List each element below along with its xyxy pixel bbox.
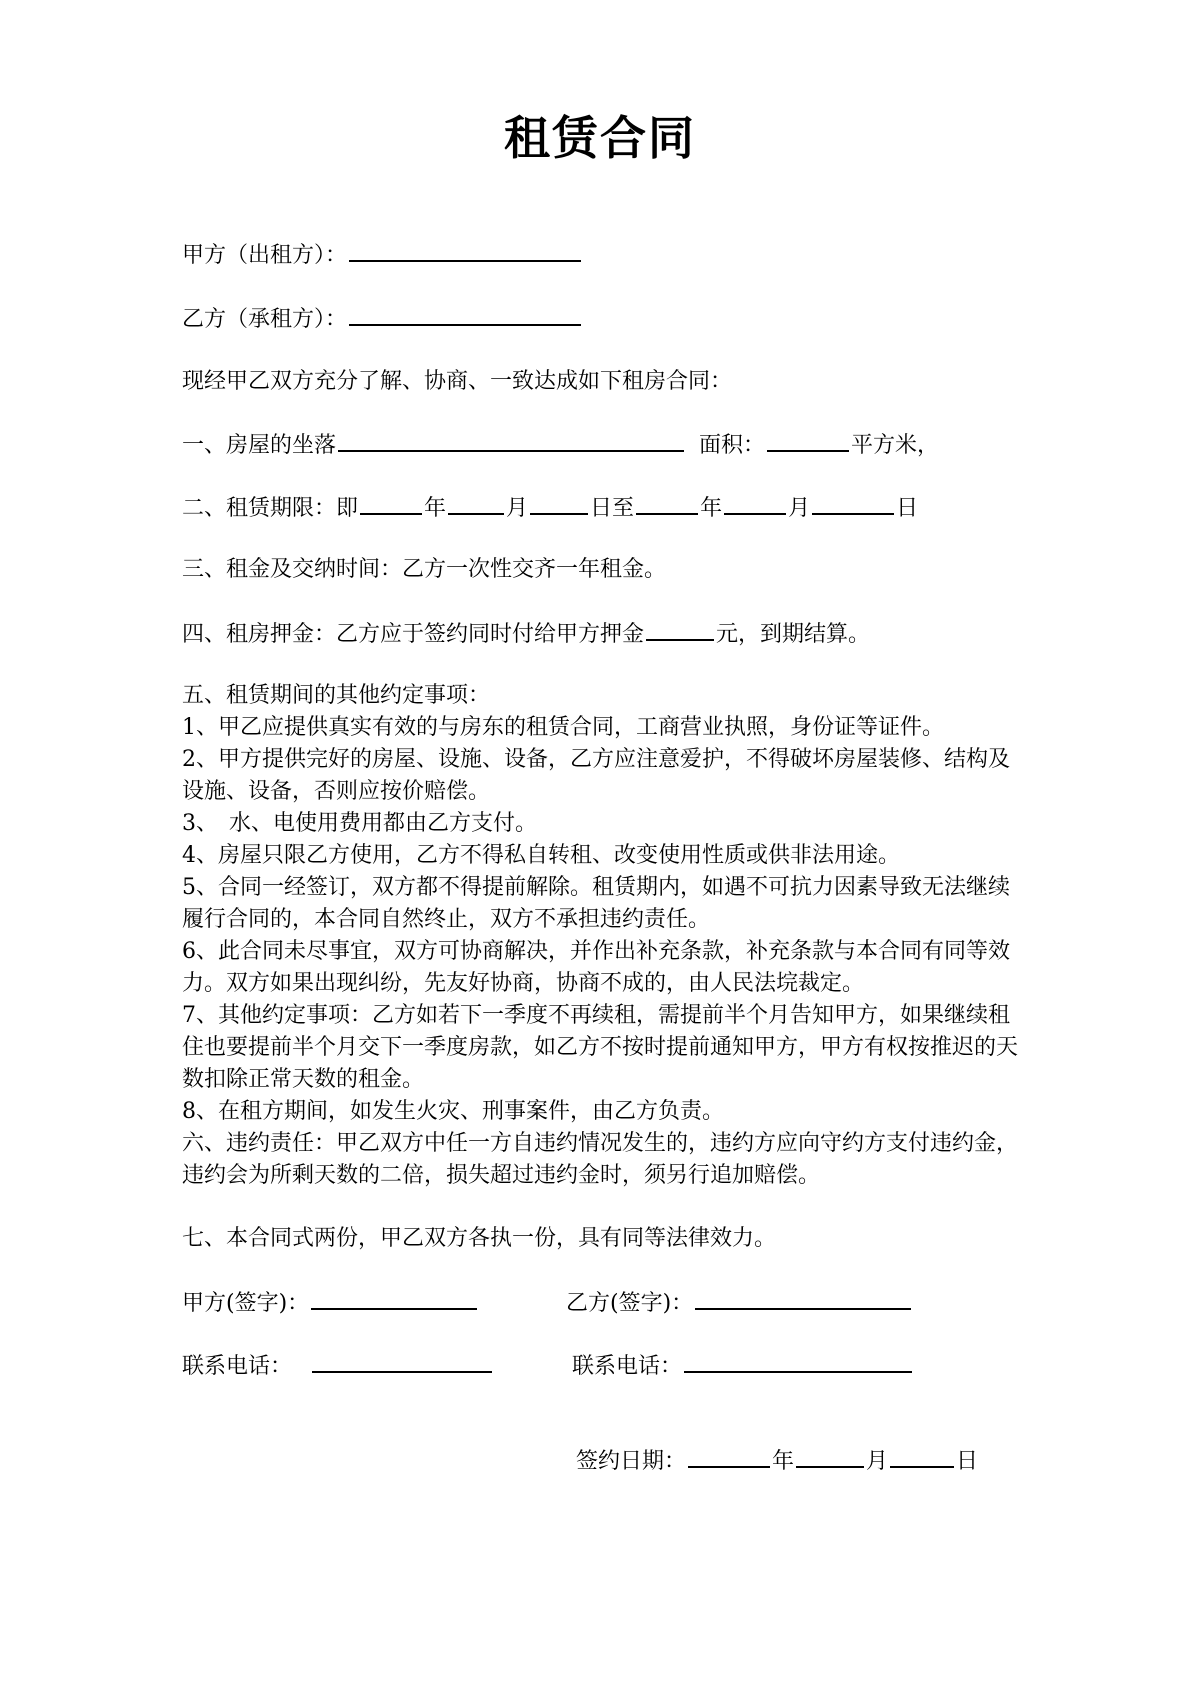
end-year-blank[interactable] <box>636 491 698 515</box>
sign-year-blank[interactable] <box>688 1444 770 1468</box>
month-label: 月 <box>788 496 811 521</box>
deposit-blank[interactable] <box>646 617 714 641</box>
party-a-line <box>182 238 583 272</box>
end-month-blank[interactable] <box>724 491 786 515</box>
clause-1-label: 一、房屋的坐落 <box>182 433 337 458</box>
party-b-phone <box>572 1349 914 1383</box>
clause-5 <box>182 680 1022 1192</box>
party-b-phone-label: 联系电话： <box>572 1354 683 1379</box>
year-label: 年 <box>772 1449 795 1474</box>
clause-5-item-1: 1、甲乙应提供真实有效的与房东的租赁合同，工商营业执照，身份证等证件。 <box>182 715 944 740</box>
party-b-signature <box>566 1286 913 1320</box>
month-label: 月 <box>506 496 529 521</box>
date-label: 签约日期： <box>576 1449 687 1474</box>
intro-text: 现经甲乙双方充分了解、协商、一致达成如下租房合同： <box>182 369 733 394</box>
clause-6: 六、违约责任：甲乙双方中任一方自违约情况发生的，违约方应向守约方支付违约金，违约会为所剩天数的二倍，损失超过违约金时，须另行追加赔偿。 <box>182 1131 1019 1188</box>
clause-5-item-4: 4、房屋只限乙方使用，乙方不得私自转租、改变使用性质或供非法用途。 <box>182 843 900 868</box>
party-a-phone <box>182 1349 494 1383</box>
party-b-label: 乙方（承租方）： <box>182 307 348 332</box>
start-year-blank[interactable] <box>360 491 422 515</box>
clause-5-item-7: 7、其他约定事项：乙方如若下一季度不再续租，需提前半个月告知甲方，如果继续租住也要提前半个月交下一季度房款，如乙方不按时提前通知甲方，甲方有权按推迟的天数扣除正常天数的租金。 <box>182 1003 1019 1092</box>
clause-4-text: 四、租房押金：乙方应于签约同时付给甲方押金 <box>182 622 645 647</box>
party-a-phone-label: 联系电话： <box>182 1354 293 1379</box>
clause-5-item-2: 2、甲方提供完好的房屋、设施、设备，乙方应注意爱护，不得破坏房屋装修、结构及设施、设备，否则应按价赔偿。 <box>182 747 1010 804</box>
clause-5-heading: 五、租赁期间的其他约定事项： <box>182 683 491 708</box>
sign-day-blank[interactable] <box>890 1444 954 1468</box>
party-b-line <box>182 302 583 336</box>
clause-5-item-6: 6、此合同未尽事宜，双方可协商解决，并作出补充条款，补充条款与本合同有同等效力。双方如果出现纠纷，先友好协商，协商不成的，由人民法垸裁定。 <box>182 939 1010 996</box>
signing-date <box>576 1444 978 1478</box>
area-unit: 平方米， <box>851 433 940 458</box>
year-label: 年 <box>700 496 723 521</box>
clause-2 <box>182 491 918 525</box>
deposit-unit: 元，到期结算。 <box>716 622 871 647</box>
start-day-blank[interactable] <box>530 491 588 515</box>
party-a-label: 甲方（出租方）： <box>182 243 348 268</box>
clause-5-item-8: 8、在租方期间，如发生火灾、刑事案件，由乙方负责。 <box>182 1099 724 1124</box>
day-label: 日 <box>896 496 919 521</box>
party-a-sign-label: 甲方(签字)： <box>182 1291 310 1316</box>
start-month-blank[interactable] <box>448 491 504 515</box>
sign-month-blank[interactable] <box>796 1444 864 1468</box>
party-b-phone-blank[interactable] <box>684 1349 912 1373</box>
party-b-sign-blank[interactable] <box>695 1286 911 1310</box>
clause-5-item-5: 5、合同一经签订，双方都不得提前解除。租赁期内，如遇不可抗力因素导致无法继续履行合同的，本合同自然终止，双方不承担违约责任。 <box>182 875 1010 932</box>
location-blank[interactable] <box>338 428 684 452</box>
party-b-sign-label: 乙方(签字)： <box>566 1291 694 1316</box>
area-label: 面积： <box>699 433 766 458</box>
clause-5-item-3: 3、 水、电使用费用都由乙方支付。 <box>182 811 537 836</box>
document-title: 租赁合同 <box>504 111 696 165</box>
party-a-blank[interactable] <box>349 238 581 262</box>
year-label: 年 <box>424 496 447 521</box>
clause-7: 七、本合同式两份，甲乙双方各执一份，具有同等法律效力。 <box>182 1226 777 1251</box>
clause-3: 三、租金及交纳时间：乙方一次性交齐一年租金。 <box>182 557 667 582</box>
party-a-sign-blank[interactable] <box>311 1286 477 1310</box>
clause-2-label: 二、租赁期限：即 <box>182 496 359 521</box>
party-a-signature <box>182 1286 479 1320</box>
month-label: 月 <box>866 1449 889 1474</box>
day-label: 日 <box>956 1449 979 1474</box>
end-day-blank[interactable] <box>812 491 894 515</box>
party-a-phone-blank[interactable] <box>312 1349 492 1373</box>
clause-1 <box>182 428 939 462</box>
clause-4 <box>182 617 870 651</box>
party-b-blank[interactable] <box>349 302 581 326</box>
day-to-label: 日至 <box>590 496 635 521</box>
area-blank[interactable] <box>767 428 849 452</box>
